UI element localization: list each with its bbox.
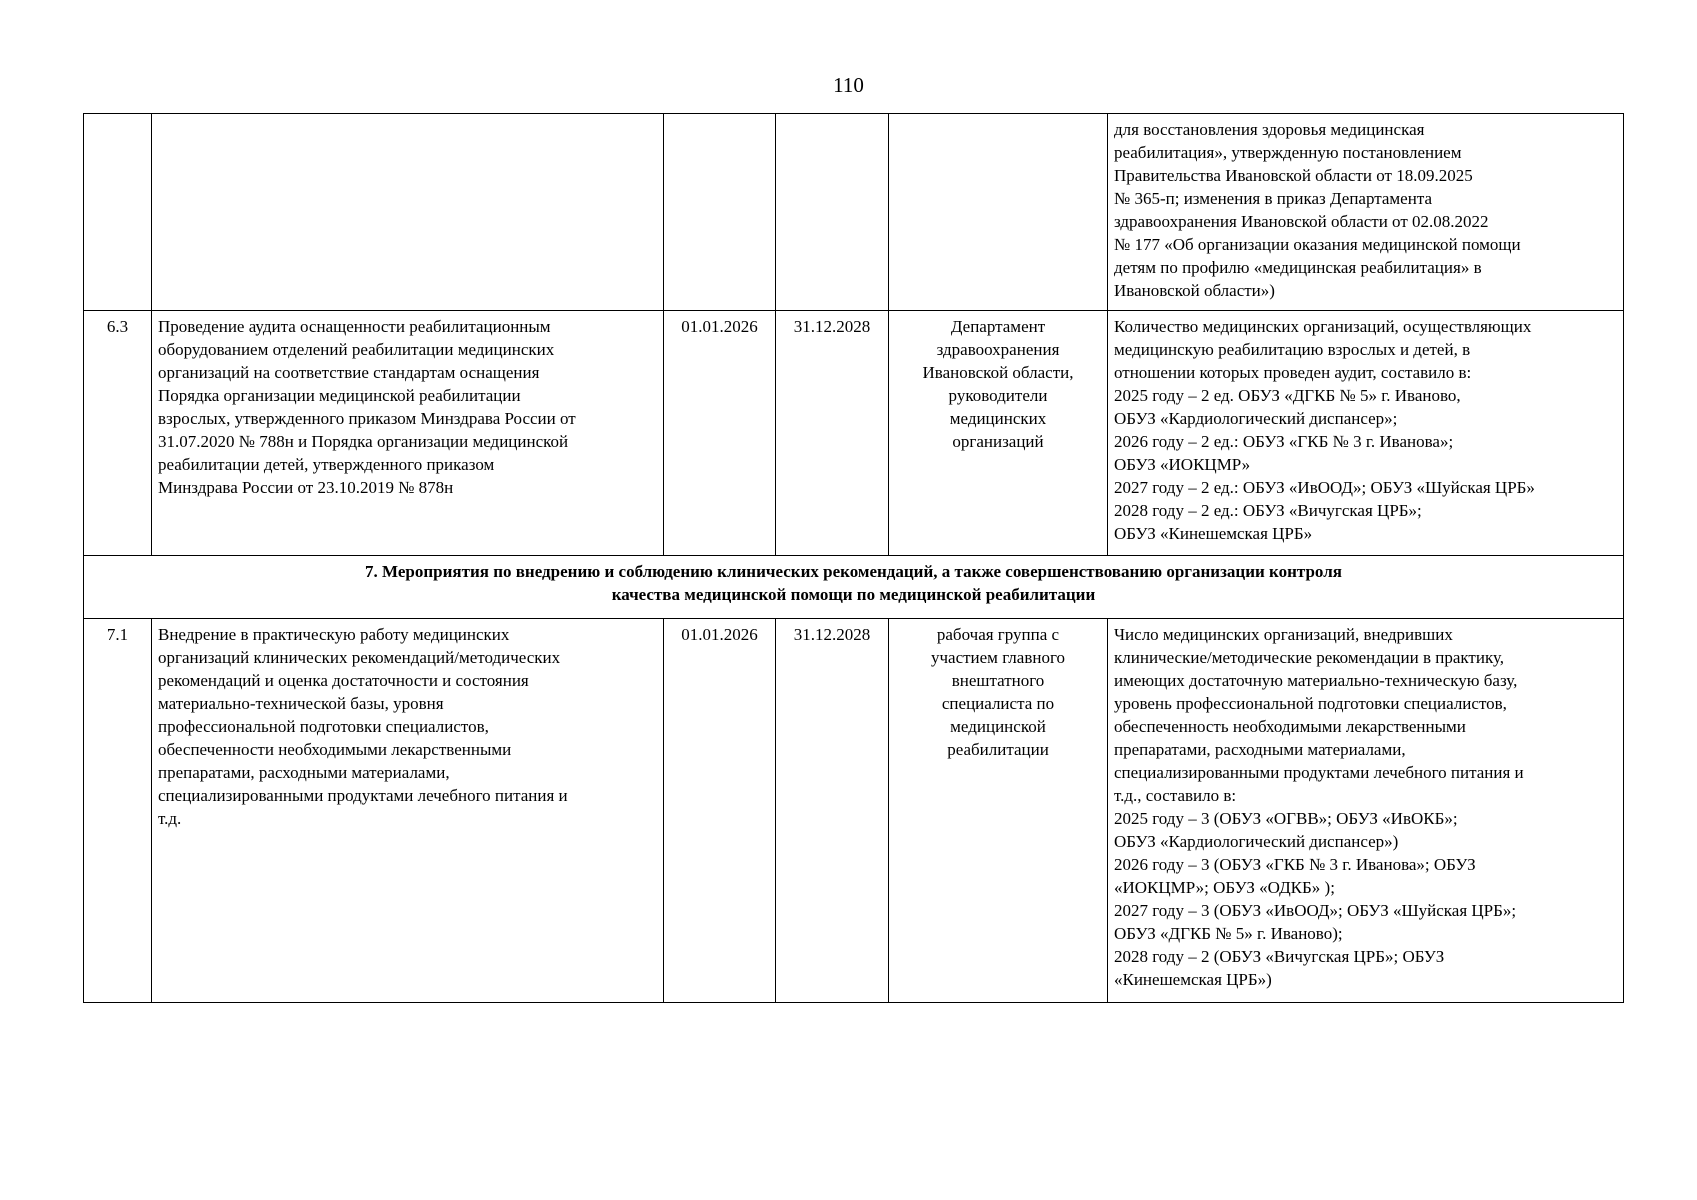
result-line: 2026 году – 3 (ОБУЗ «ГКБ № 3 г. Иванова»; ОБУЗ (1114, 855, 1476, 874)
row-number-cell (84, 114, 152, 311)
measures-table (83, 113, 1624, 1003)
responsible-line: участием главного (930, 648, 1066, 667)
start-date-cell (664, 114, 776, 311)
description-line: Минздрава России от 23.10.2019 № 878н (158, 478, 454, 497)
result-line: имеющих достаточную материально-техническую базу, (1114, 671, 1518, 690)
description-line: оборудованием отделений реабилитации медицинских (158, 340, 555, 359)
description-line: 31.07.2020 № 788н и Порядка организации медицинской (158, 432, 569, 451)
row-number-cell: 6.3 (84, 311, 152, 556)
result-line: клинические/методические рекомендации в практику, (1114, 648, 1505, 667)
result-line: ОБУЗ «Кардиологический диспансер»; (1114, 409, 1398, 428)
result-line: 2025 году – 3 (ОБУЗ «ОГВВ»; ОБУЗ «ИвОКБ»; (1114, 809, 1458, 828)
result-line: отношении которых проведен аудит, составило в: (1114, 363, 1472, 382)
description-line: материально-технической базы, уровня (158, 694, 444, 713)
description-line: организаций клинических рекомендаций/методических (158, 648, 561, 667)
responsible-line: рабочая группа с (936, 625, 1060, 644)
responsible-cell (889, 114, 1108, 311)
responsible-line: Департамент (950, 317, 1046, 336)
description-line: реабилитации детей, утвержденного приказом (158, 455, 495, 474)
responsible-line: медицинской (950, 717, 1046, 736)
result-line: Правительства Ивановской области от 18.09.2025 (1114, 166, 1473, 185)
section-heading (84, 556, 1624, 619)
result-cell (1108, 311, 1624, 556)
result-line: обеспеченность необходимыми лекарственными (1114, 717, 1466, 736)
result-line: № 177 «Об организации оказания медицинской помощи (1114, 235, 1521, 254)
description-line: профессиональной подготовки специалистов, (158, 717, 489, 736)
table-row-7-1 (84, 619, 1624, 1003)
table-row-continuation (84, 114, 1624, 311)
responsible-line: внештатного (951, 671, 1045, 690)
start-date-cell: 01.01.2026 (664, 311, 776, 556)
page-number: 110 (833, 73, 864, 97)
result-line: реабилитация», утвержденную постановлением (1114, 143, 1462, 162)
responsible-line: здравоохранения (936, 340, 1060, 359)
result-line: 2025 году – 2 ед. ОБУЗ «ДГКБ № 5» г. Иваново, (1114, 386, 1461, 405)
result-cell (1108, 619, 1624, 1003)
responsible-cell (889, 311, 1108, 556)
start-date-cell: 01.01.2026 (664, 619, 776, 1003)
end-date-cell: 31.12.2028 (776, 619, 889, 1003)
description-cell (152, 619, 664, 1003)
result-line: ОБУЗ «Кинешемская ЦРБ» (1114, 524, 1313, 543)
section-heading-row (84, 556, 1624, 619)
result-line: «Кинешемская ЦРБ») (1114, 970, 1272, 989)
result-line: т.д., составило в: (1114, 786, 1237, 805)
end-date-cell (776, 114, 889, 311)
result-line: 2026 году – 2 ед.: ОБУЗ «ГКБ № 3 г. Иванова»; (1114, 432, 1454, 451)
responsible-line: реабилитации (947, 740, 1049, 759)
description-line: препаратами, расходными материалами, (158, 763, 450, 782)
result-line: 2028 году – 2 ед.: ОБУЗ «Вичугская ЦРБ»; (1114, 501, 1422, 520)
description-line: специализированными продуктами лечебного питания и (158, 786, 568, 805)
responsible-line: Ивановской области, (922, 363, 1074, 382)
responsible-line: специалиста по (941, 694, 1055, 713)
result-line: ОБУЗ «ИОКЦМР» (1114, 455, 1251, 474)
description-cell (152, 114, 664, 311)
description-line: рекомендаций и оценка достаточности и состояния (158, 671, 529, 690)
section-heading-line: 7. Мероприятия по внедрению и соблюдению клинических рекомендаций, а также совершенствованию организации контроля (365, 562, 1342, 581)
description-line: взрослых, утвержденного приказом Минздрава России от (158, 409, 576, 428)
description-line: Порядка организации медицинской реабилитации (158, 386, 521, 405)
result-line: 2028 году – 2 (ОБУЗ «Вичугская ЦРБ»; ОБУЗ (1114, 947, 1445, 966)
result-line: Количество медицинских организаций, осуществляющих (1114, 317, 1532, 336)
description-line: Внедрение в практическую работу медицинских (158, 625, 510, 644)
description-line: организаций на соответствие стандартам оснащения (158, 363, 540, 382)
result-line: препаратами, расходными материалами, (1114, 740, 1406, 759)
description-line: т.д. (158, 809, 182, 828)
result-line: для восстановления здоровья медицинская (1114, 120, 1425, 139)
row-number-cell: 7.1 (84, 619, 152, 1003)
result-line: специализированными продуктами лечебного питания и (1114, 763, 1524, 782)
responsible-line: организаций (952, 432, 1044, 451)
section-heading-line: качества медицинской помощи по медицинской реабилитации (611, 585, 1096, 604)
table-row-6-3 (84, 311, 1624, 556)
result-line: медицинскую реабилитацию взрослых и детей, в (1114, 340, 1471, 359)
description-line: обеспеченности необходимыми лекарственными (158, 740, 512, 759)
result-line: здравоохранения Ивановской области от 02.08.2022 (1114, 212, 1489, 231)
result-line: 2027 году – 2 ед.: ОБУЗ «ИвООД»; ОБУЗ «Шуйская ЦРБ» (1114, 478, 1535, 497)
responsible-line: руководители (948, 386, 1048, 405)
result-line: Ивановской области») (1114, 281, 1275, 300)
description-cell (152, 311, 664, 556)
result-line: Число медицинских организаций, внедривших (1114, 625, 1453, 644)
responsible-cell (889, 619, 1108, 1003)
result-line: ОБУЗ «Кардиологический диспансер») (1114, 832, 1399, 851)
result-line: уровень профессиональной подготовки специалистов, (1114, 694, 1507, 713)
result-line: ОБУЗ «ДГКБ № 5» г. Иваново); (1114, 924, 1343, 943)
description-line: Проведение аудита оснащенности реабилитационным (158, 317, 551, 336)
result-line: детям по профилю «медицинская реабилитация» в (1114, 258, 1482, 277)
end-date-cell: 31.12.2028 (776, 311, 889, 556)
responsible-line: медицинских (949, 409, 1047, 428)
result-line: «ИОКЦМР»; ОБУЗ «ОДКБ» ); (1114, 878, 1335, 897)
result-cell (1108, 114, 1624, 311)
result-line: 2027 году – 3 (ОБУЗ «ИвООД»; ОБУЗ «Шуйская ЦРБ»; (1114, 901, 1517, 920)
result-line: № 365-п; изменения в приказ Департамента (1114, 189, 1433, 208)
